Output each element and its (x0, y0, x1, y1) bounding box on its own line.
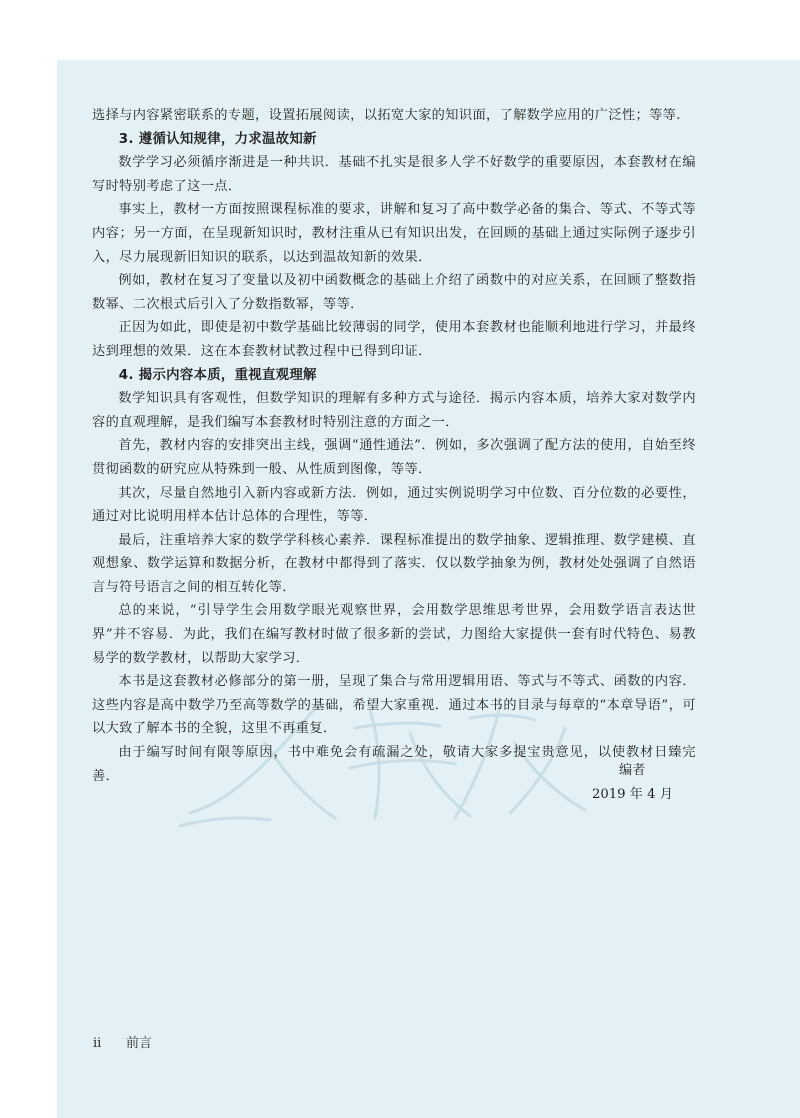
paragraph: 数学知识具有客观性，但数学知识的理解有多种方式与途径．揭示内容本质，培养大家对数学内容的直观理解，是我们编写本套教材时特别注意的方面之一． (92, 391, 696, 430)
paragraph: 总的来说，“引导学生会用数学眼光观察世界，会用数学思维思考世界，会用数学语言表达世界”并不容易．为此，我们在编写教材时做了很多新的尝试，力图给大家提供一套有时代特色、易教易学的数学教材，以帮助大家学习． (92, 603, 696, 666)
section-heading: 4. 揭示内容本质，重视直观理解 (118, 367, 317, 383)
paragraph: 例如，教材在复习了变量以及初中函数概念的基础上介绍了函数中的对应关系，在回顾了整数指数幂、二次根式后引入了分数指数幂，等等． (92, 273, 696, 312)
footer-section-name: 前言 (126, 1036, 153, 1051)
paragraph: 其次，尽量自然地引入新内容或新方法．例如，通过实例说明学习中位数、百分位数的必要性，通过对比说明用样本估计总体的合理性，等等． (92, 485, 696, 525)
paragraph: 数学学习必须循序渐进是一种共识．基础不扎实是很多人学不好数学的重要原因，本套教材在编写时特别考虑了这一点． (92, 155, 696, 194)
paragraph: 最后，注重培养大家的数学学科核心素养．课程标准提出的数学抽象、逻辑推理、数学建模、直观想象、数学运算和数据分析，在教材中都得到了落实．仅以数学抽象为例，教材处处强调了自然语言与符号语言之间的相互转化等． (92, 532, 696, 595)
paragraph: 本书是这套教材必修部分的第一册，呈现了集合与常用逻辑用语、等式与不等式、函数的内容．这些内容是高中数学乃至高等数学的基础，希望大家重视．通过本书的目录与每章的“本章导语”，可以大致了解本书的全貌，这里不再重复． (92, 674, 696, 737)
section-heading: 3. 遵循认知规律，力求温故知新 (118, 131, 317, 147)
preface-body (92, 104, 696, 788)
signature-author: 编者 (619, 763, 646, 778)
paragraph: 正因为如此，即使是初中数学基础比较薄弱的同学，使用本套教材也能顺利地进行学习，并最终达到理想的效果．这在本套教材试教过程中已得到印证． (92, 320, 696, 359)
paragraph: 由于编写时间有限等原因，书中难免会有疏漏之处，敬请大家多提宝贵意见，以使教材日臻完善． (92, 745, 696, 784)
paragraph: 选择与内容紧密联系的专题，设置拓展阅读，以拓宽大家的知识面，了解数学应用的广泛性；等等. (92, 108, 681, 123)
page-number: ii (93, 1036, 102, 1051)
paragraph: 事实上，教材一方面按照课程标准的要求，讲解和复习了高中数学必备的集合、等式、不等式等内容；另一方面，在呈现新知识时，教材注重从已有知识出发，在回顾的基础上通过实际例子逐步引入，尽力展现新旧知识的联系，以达到温故知新的效果． (92, 202, 696, 265)
signature-date: 2019 年 4 月 (592, 787, 673, 802)
paragraph: 首先，教材内容的安排突出主线，强调“通性通法”．例如，多次强调了配方法的使用，自始至终贯彻函数的研究应从特殊到一般、从性质到图像，等等． (92, 438, 696, 477)
